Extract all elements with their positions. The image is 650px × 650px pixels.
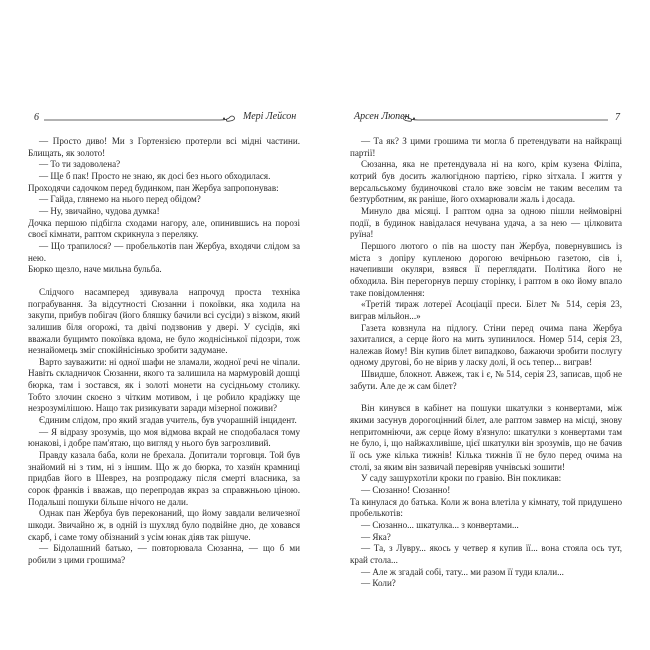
paragraph: Варто зауважити: ні одної шафи не зламали, жодної речі не чіпали. Навіть складничок Сюзанни, якого та залишила на мармуровій дошці бюрка, там і зостався, як і золоті монети на сусідньому столику. Тобто злочин скоєно з чітким мотивом, і це робило крадіжку ще незрозумілішою. Нащо так ризикувати заради мізерної поживи? — [28, 356, 300, 414]
page-body — [28, 136, 300, 567]
flourish-ornament — [44, 115, 240, 123]
left-page — [28, 112, 300, 567]
running-header — [28, 112, 300, 128]
paragraph: Проходячи садочком перед будинком, пан Жербуа запропонував: — [28, 182, 279, 193]
paragraph: Слідчого насамперед здивувала напрочуд проста техніка пограбування. За відсутності Сюзанни і покоївки, яка ходила на закупи, прибув побігач (його бляшку бачили всі сусіди) з візком, який залишив біля огорожі, та двічі подзвонив у двері. У сусідів, які вважали бущимто покоївка вдома, не було жоднісінької підозри, тож незнайомець зміг спокійнісінько зробити задумане. — [28, 286, 300, 356]
page-number: 6 — [34, 112, 39, 123]
right-page — [350, 112, 622, 590]
paragraph: Першого лютого о пів на шосту пан Жербуа, повернувшись із міста з допіру купленою дорогою вечірньою газетою, сів і, начепивши окуляри, взявся її переглядати. Політика його не обходила. Він перегорнув першу сторінку, і раптом в око йому впало таке повідомлення: — [350, 240, 622, 298]
paragraph: Правду казала баба, коли не брехала. Допитали торговця. Той був знайомий ні з тим, ні з іншим. Що ж до бюрка, то хазяїн крамниці придбав його в Шеврез, на розпродажу після смерті власника, за сорок франків і вважав, що перепродав якраз за справжньою ціною. Подальші пошуки більше нічого не дали. — [28, 450, 300, 507]
running-header — [350, 112, 622, 128]
paragraph: Швидше, блокнот. Авжеж, так і є, № 514, серія 23, записав, щоб не забути. Але де ж сам білет? — [350, 369, 622, 391]
paragraph: Минуло два місяці. І раптом одна за одною пішли неймовірні події, в будинок навідалася нечувана удача, а за нею — цілковита руїна! — [350, 205, 622, 240]
paragraph: Сюзанна, яка не претендувала ні на кого, крім кузена Філіпа, котрий був досить жалюгідною партією, гірко зітхала. І життя у версальському будиночкові стало вже зовсім не таким веселим та безтурботним, як раніше, його охмарювали жаль і досада. — [350, 159, 622, 205]
paragraph: Він кинувся в кабінет на пошуки шкатулки з конвертами, між якими засунув дорогоцінний білет, але раптом завмер на місці, знову непритомніючи, аж серце йому в'язнуло: шкатулки з конвертами там не було, і, що найжахливіше, цієї шкатулки він зрозумів, що не бачив її ось уже кілька тижнів! Кілька тижнів її не було перед очима на столі, за яким він зазвичай перевіряв учнівські зошити! — [350, 403, 622, 472]
paragraph: «Третій тираж лотереї Асоціації преси. Білет № 514, серія 23, виграв мільйон...» — [350, 299, 622, 321]
paragraph: Єдиним слідом, про який згадав учитель, був учорашній інцидент. — [39, 415, 297, 426]
section-break — [350, 392, 622, 403]
paragraph: — Що трапилося? — пробелькотів пан Жербуа, входячи слідом за нею. — [28, 240, 300, 263]
paragraph: Газета ковзнула на підлогу. Стіни перед очима пана Жербуа захиталися, а серце його на мить зупинилося. Номер 514, серія 23, належав йому! Він купив білет випадково, бажаючи зробити послугу одному другові, бо не вірив у ласку долі, й ось тепер... виграв! — [350, 322, 622, 368]
paragraph: Та кинулася до батька. Коли ж вона влетіла у кімнату, той придушено пробелькотів: — [350, 496, 622, 519]
paragraph: Однак пан Жербуа був переконаний, що йому завдали величезної шкоди. Звичайно ж, в одній із шухляд було подвійне дно, де ховався скарб, і саме тому обізнаний з усім юнак діяв так рішуче. — [28, 508, 300, 542]
paragraph: — Сюзанно... шкатулка... з конвертами... — [361, 520, 519, 530]
paragraph: — Гайда, глянемо на нього перед обідом? — [39, 194, 201, 205]
paragraph: Дочка першою підбігла сходами нагору, але, опинившись на порозі своєї кімнати, раптом скрикнула з переляку. — [28, 217, 300, 240]
section-break — [28, 276, 300, 287]
paragraph: — Я відразу зрозумів, що моя відмова вкрай не сподобалася тому юнакові, і добре пам'ятаю, що вигляд у нього був загрозливий. — [28, 426, 300, 449]
paragraph: Бюрко щезло, наче мильна бульба. — [28, 264, 162, 275]
paragraph: — Сюзанно! Сюзанно! — [361, 485, 451, 496]
paragraph: — Та як? З цими грошима ти могла б претендувати на найкращі партії! — [350, 136, 622, 158]
flourish-ornament — [398, 115, 608, 123]
page-body — [350, 136, 622, 590]
paragraph: — Але ж згадай собі, тату... ми разом її туди клали... — [361, 566, 564, 577]
paragraph: — Просто диво! Ми з Гортензією протерли всі мідні частини. Блищать, як золото! — [28, 136, 300, 158]
paragraph: — Ще б пак! Просто не знаю, як досі без нього обходилася. — [39, 170, 271, 181]
paragraph: У саду зашурхотіли кроки по гравію. Він покликав: — [361, 473, 562, 484]
running-title: Арсен Люпен — [354, 111, 410, 122]
paragraph: — Та, з Лувру... якось у четвер я купив її... вона стояла ось тут, край стола... — [350, 543, 622, 565]
page-number: 7 — [615, 112, 620, 123]
paragraph: — Ну, звичайно, чудова думка! — [39, 205, 160, 216]
paragraph: — Бідолашний батько, — повторювала Сюзанна, — що б ми робили з цими грошима? — [28, 543, 300, 565]
paragraph: — Коли? — [361, 578, 396, 589]
running-title: Мері Лейсон — [243, 111, 297, 122]
paragraph: — Яка? — [361, 531, 391, 542]
paragraph: — То ти задоволена? — [39, 159, 121, 170]
